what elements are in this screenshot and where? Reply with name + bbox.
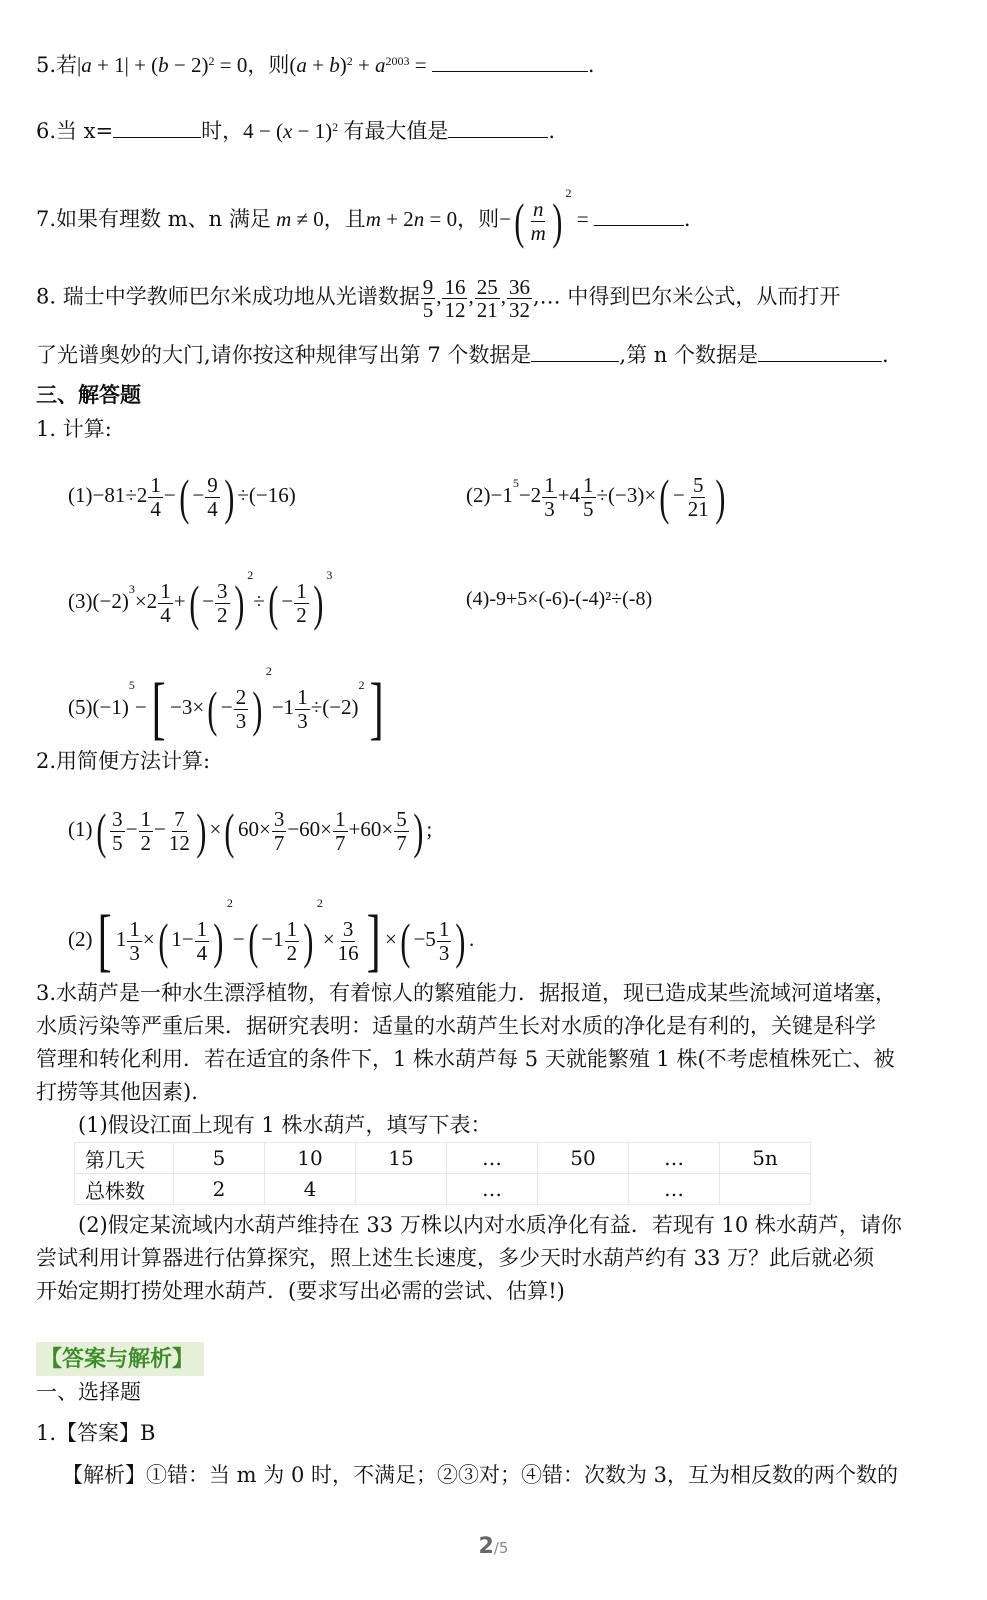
q3-line-3: 管理和转化利用．若在适宜的条件下，1 株水葫芦每 5 天就能繁殖 1 株(不考虑植株死亡、被	[36, 1047, 895, 1071]
q8-line2b: ,第 n 个数据是	[619, 343, 758, 367]
question-7	[36, 186, 691, 249]
q7-cond1: m ≠ 0	[276, 206, 324, 231]
q3-sub-2-line-1: (2)假定某流域内水葫芦维持在 33 万株以内对水质净化有益．若现有 10 株水葫芦，请你	[78, 1213, 902, 1237]
q5-expr1: $|a + 1| + (b - 2)^2 = 0$	[77, 53, 248, 77]
q6-max-blank[interactable]	[448, 117, 548, 138]
calc-problem-4: (4)-9+5×(-6)-(-4)²÷(-8)	[466, 588, 653, 610]
table-cell: …	[629, 1174, 720, 1205]
page-number	[0, 1534, 987, 1559]
table-cell: 2	[174, 1174, 265, 1205]
table-cell: 50	[538, 1143, 629, 1174]
table-cell[interactable]	[538, 1174, 629, 1205]
answer-1-explanation: 【解析】①错：当 m 为 0 时，不满足；②③对；④错：次数为 3，互为相反数的两个数的	[62, 1463, 899, 1487]
table-cell: 总株数	[75, 1174, 174, 1205]
q7-cond2: m + 2n = 0	[365, 206, 458, 231]
answer-section-1: 一、选择题	[36, 1380, 141, 1404]
q7-expr: −( $\frac{n}{m}$ ) $^2$ =	[499, 186, 594, 249]
q6-end: .	[548, 119, 556, 143]
q5-end: .	[587, 53, 595, 77]
calc-problem-2: $(2)-1^5-2$ $\frac{1}{3}$ +4 $\frac{1}{5}$ ÷(−3)×( − $\frac{5}{21}$ )	[466, 469, 726, 525]
q3-sub-2-line-3: 开始定期打捞处理水葫芦．(要求写出必需的尝试、估算!)	[36, 1279, 565, 1303]
answer-1: 1.【答案】B	[36, 1421, 156, 1445]
question-5	[36, 50, 595, 80]
q6-prefix: 6.当 x=	[36, 119, 114, 143]
page-total: 5	[498, 1539, 509, 1557]
table-cell[interactable]: 4	[265, 1174, 356, 1205]
q5-answer-blank[interactable]	[432, 51, 588, 72]
table-cell: …	[629, 1143, 720, 1174]
calc-title: 1. 计算:	[36, 417, 112, 441]
table-cell: 10	[265, 1143, 356, 1174]
q6-suffix: 有最大值是	[343, 119, 449, 143]
calc-problem-1: (1)−81÷2 $\frac{1}{4}$ −( − $\frac{9}{4}$ ) ÷(−16)	[68, 469, 296, 525]
table-cell: …	[447, 1174, 538, 1205]
q7-answer-blank[interactable]	[594, 205, 684, 226]
q6-expr: $4 - (x - 1)^2$	[243, 119, 339, 143]
q8-ellipsis: ,… 中得到巴尔米公式，从而打开	[532, 284, 841, 309]
q8-line2a: 了光谱奥妙的大门,请你按这种规律写出第 7 个数据是	[36, 343, 532, 367]
page-separator: /	[493, 1539, 499, 1557]
question-8	[36, 276, 840, 321]
q8-nth-blank[interactable]	[758, 341, 882, 362]
calc-problem-5: $(5)(-1)^5-[ -3\times$( − $\frac{2}{3}$ )$^2$−1 $\frac{1}{3}$ $\div(-2)^2$]	[68, 664, 384, 747]
q8-prefix: 8. 瑞士中学教师巴尔米成功地从光谱数据	[36, 284, 420, 309]
table-cell: 5	[174, 1143, 265, 1174]
q3-line-2: 水质污染等严重后果．据研究表明：适量的水葫芦生长对水质的净化是有利的，关键是科学	[36, 1014, 876, 1038]
q7-mid2: ，则	[457, 206, 500, 231]
calc-problem-3: $(3)(-2)^3\times 2$ $\frac{1}{4}$ +( − $\frac{3}{2}$ ) $^2$÷( − $\frac{1}{2}$ ) $^3$	[68, 568, 333, 631]
table-row	[75, 1143, 811, 1174]
q8-data: $\frac{9}{5}$ , $\frac{16}{12}$ , $\frac{25}{21}$ , $\frac{36}{32}$	[422, 275, 530, 323]
simple-problem-2: (2)[ 1 $\frac{1}{3}$ ×( 1− $\frac{1}{4}$ )$^2$−( −1 $\frac{1}{2}$ )$^2$× $\frac{3}{16}$ ] ×( −5 $\frac{1}{3}$ ) .	[68, 896, 475, 979]
section-3-heading: 三、解答题	[36, 382, 141, 407]
simple-calc-title: 2.用简便方法计算:	[36, 749, 211, 773]
q5-prefix: 5.若	[36, 53, 78, 77]
table-row	[75, 1174, 811, 1205]
simple-problem-1: (1)( $\frac{3}{5}$ − $\frac{1}{2}$ − $\frac{7}{12}$ ) ×( 60× $\frac{3}{7}$ −60× $\frac{1}{7}$ +60× $\frac{5}{7}$ ) ;	[68, 803, 433, 859]
q3-line-1: 3.水葫芦是一种水生漂浮植物，有着惊人的繁殖能力．据报道，现已造成某些流域河道堵塞，	[36, 981, 897, 1005]
q5-mid: ，则	[247, 53, 290, 77]
table-cell: …	[447, 1143, 538, 1174]
q8-end: .	[881, 343, 889, 367]
q7-mid1: ，且	[323, 206, 366, 231]
q3-sub-2-line-2: 尝试利用计算器进行估算探究，照上述生长速度，多少天时水葫芦约有 33 万？此后就必须	[36, 1246, 875, 1270]
q3-line-4: 打捞等其他因素).	[36, 1080, 198, 1104]
q7-prefix: 7.如果有理数 m、n 满足	[36, 206, 271, 231]
q6-x-blank[interactable]	[113, 117, 201, 138]
q3-sub-1: (1)假设江面上现有 1 株水葫芦，填写下表：	[78, 1113, 492, 1137]
table-cell: 5n	[720, 1143, 811, 1174]
q7-end: .	[683, 206, 691, 231]
page-current: 2	[478, 1534, 494, 1559]
question-6	[36, 116, 555, 146]
table-cell: 第几天	[75, 1143, 174, 1174]
table-cell[interactable]	[720, 1174, 811, 1205]
table-cell[interactable]	[356, 1174, 447, 1205]
question-8-line2	[36, 340, 889, 370]
growth-table	[74, 1142, 811, 1205]
q8-7th-blank[interactable]	[531, 341, 619, 362]
answer-title: 【答案与解析】	[40, 1346, 195, 1372]
q6-mid: 时，	[201, 119, 244, 143]
table-cell: 15	[356, 1143, 447, 1174]
q5-expr2: $(a + b)^2 + a^{2003}$ =	[289, 53, 432, 77]
